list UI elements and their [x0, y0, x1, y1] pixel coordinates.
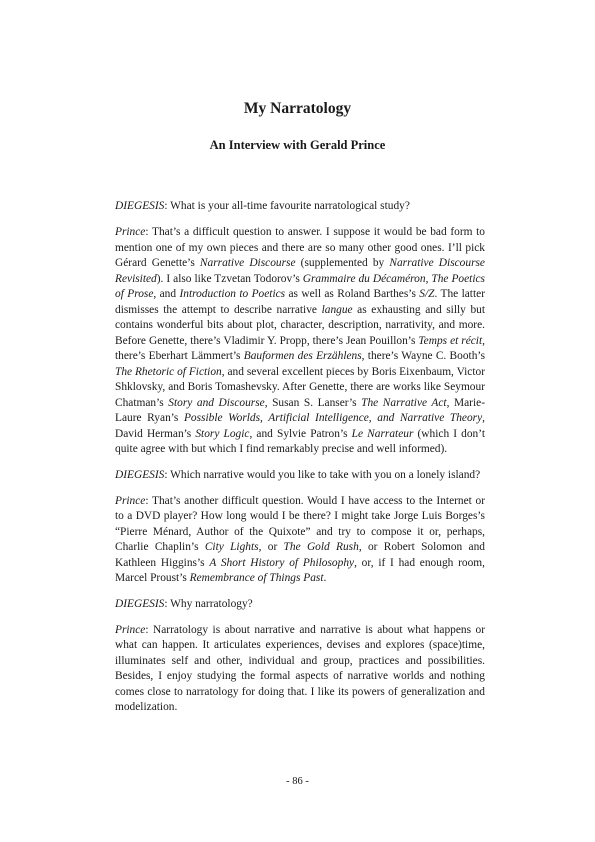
answer-text: , and several excellent pieces by Boris Eixenbaum, Victor Shklovsky, and Boris Tomashevsky. After Genette, there are works like Seymour Chatman’s — [115, 365, 486, 409]
work-title: Le Narrateur — [351, 427, 414, 440]
work-title: City Lights — [204, 541, 259, 553]
question-text: : What is your all-time favourite narratological study? — [164, 200, 410, 212]
term: langue — [321, 303, 353, 316]
speaker-label: Prince — [115, 494, 146, 507]
work-title: The Poetics of Prose — [115, 272, 485, 300]
question-2 — [115, 468, 485, 484]
answer-text: . The latter dismisses the attempt to describe narrative — [115, 288, 485, 316]
work-title: S/Z — [419, 288, 435, 300]
speaker-label: Prince — [115, 226, 146, 238]
question-3 — [115, 597, 485, 613]
answer-text: , Marie-Laure Ryan’s — [115, 396, 485, 424]
question-text: : Why narratology? — [164, 597, 253, 610]
answer-text: : Narratology is about narrative and narrative is about what happens or what can happen. It articulates experiences, devises and explores (space)time, illuminates self and other, individual and group, practices and possibilities. Besides, I enjoy studying the formal aspects of narrative worlds and nothing comes close to narratology for doing that. I like its powers of generalization and modelization. — [115, 623, 485, 713]
work-title: Possible Worlds, Artificial Intelligence, and Narrative Theory — [183, 412, 483, 424]
page-number: - 86 - — [286, 776, 309, 787]
answer-text: , David Herman’s — [115, 412, 485, 440]
work-title: Introduction to Poetics — [179, 288, 286, 300]
question-1 — [115, 199, 485, 215]
work-title: Remembrance of Things Past — [189, 572, 324, 584]
answer-text: : That’s a difficult question to answer. I suppose it would be bad form to mention one of my own pieces and there are so many other good ones. I’ll pick Gérard Genette’s — [115, 226, 485, 269]
answer-text: , or, if I had enough room, Marcel Proust’s — [115, 556, 485, 584]
work-title: The Gold Rush — [283, 541, 359, 553]
work-title: Story and Discourse — [168, 396, 265, 409]
speaker-label: DIEGESIS — [115, 200, 165, 212]
answer-text: , and Sylvie Patron’s — [249, 427, 352, 440]
answer-text: , there’s Eberhart Lämmert’s — [115, 334, 485, 362]
work-title: Bauformen des Erzählens — [243, 350, 362, 362]
work-title: The Narrative Act — [361, 396, 447, 409]
answer-3 — [115, 623, 485, 716]
answer-text: (which I don’t quite agree with but which I find remarkably precise and well informed). — [115, 427, 485, 455]
speaker-label: Prince — [115, 623, 146, 636]
answer-1 — [115, 225, 485, 458]
work-title: A Short History of Philosophy — [209, 556, 355, 569]
article-title: My Narratology — [243, 100, 352, 117]
work-title: Temps et récit — [418, 334, 483, 347]
speaker-label: DIEGESIS — [115, 468, 165, 481]
answer-2 — [115, 494, 485, 587]
answer-text: , there’s Wayne C. Booth’s — [361, 350, 486, 362]
speaker-label: DIEGESIS — [115, 597, 165, 610]
answer-text: , or Robert Solomon and Kathleen Higgins’s — [115, 541, 485, 569]
work-title: Narrative Discourse — [199, 257, 296, 269]
work-title: Narrative Discourse Revisited — [115, 257, 485, 285]
work-title: The Rhetoric of Fiction — [115, 365, 222, 378]
article-subtitle: An Interview with Gerald Prince — [209, 138, 386, 152]
answer-text: , Susan S. Lanser’s — [264, 396, 362, 409]
interview-body — [115, 199, 485, 726]
work-title: Grammaire du Décaméron — [302, 272, 426, 285]
question-text: : Which narrative would you like to take with you on a lonely island? — [164, 468, 481, 481]
answer-text: , and — [153, 288, 180, 300]
answer-text: (supplemented by — [295, 257, 390, 269]
answer-text: ). I also like Tzvetan Todorov’s — [156, 272, 303, 285]
answer-text: as exhausting and silly but contains wonderful bits about plot, character, description, narrativity, and more. Before Genette, there’s Vladimir Y. Propp, there’s Jean Pouillon’s — [115, 303, 486, 347]
answer-text: , — [425, 272, 432, 285]
answer-text: . — [323, 572, 327, 584]
work-title: Story Logic — [195, 427, 250, 440]
answer-text: : That’s another difficult question. Would I have access to the Internet or to a DVD player? How long would I be there? I might take Jorge Luis Borges’s “Pierre Ménard, Author of the Quixote” and try to compose it or, perhaps, Charlie Chaplin’s — [115, 494, 485, 553]
answer-text: as well as Roland Barthes’s — [285, 288, 420, 300]
answer-text: , or — [258, 541, 284, 553]
